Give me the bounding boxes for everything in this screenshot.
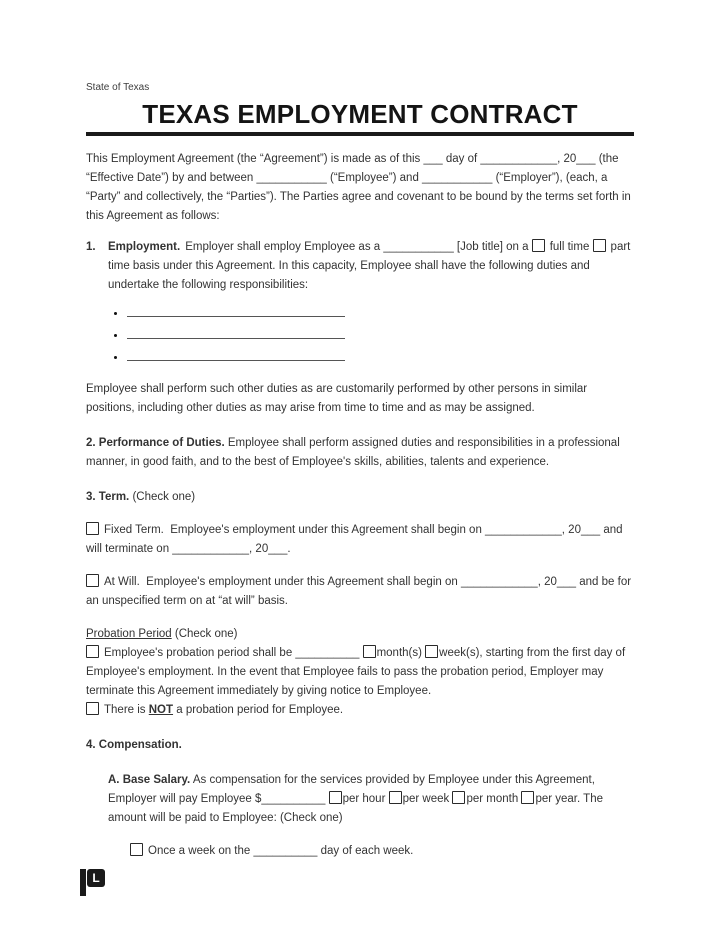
per-hour-checkbox[interactable] bbox=[329, 791, 342, 804]
full-time-checkbox[interactable] bbox=[532, 239, 545, 252]
weeks-checkbox[interactable] bbox=[425, 645, 438, 658]
section-performance-text: Employee shall perform assigned duties and responsibilities in a professional manner, in good faith, and to the best of Employee's skills, abilities, talents and experience. bbox=[86, 437, 620, 468]
duty-list-item bbox=[127, 347, 634, 368]
per-year-label: per year. The amount will be paid to Employee: (Check one) bbox=[108, 793, 603, 824]
at-will-text: At Will. Employee's employment under this Agreement shall begin on ____________, 20___ and be for an unspecified term on at “at will” basis. bbox=[86, 576, 632, 607]
per-month-checkbox[interactable] bbox=[452, 791, 465, 804]
legaltemplates-logo bbox=[80, 869, 106, 896]
duty-list-item bbox=[127, 325, 634, 346]
probation-option-1-text-cont: , starting from the first day of Employee's employment. In the event that Employee fails to pass the probation period, Employer may terminate this Agreement immediately by giving notice to Employee. bbox=[86, 647, 626, 697]
per-year-checkbox[interactable] bbox=[521, 791, 534, 804]
fixed-term-checkbox[interactable] bbox=[86, 522, 99, 535]
duties-note-paragraph: Employee shall perform such other duties as are customarily performed by other persons in similar positions, including other duties as may arise from time to time and as may be assigned. bbox=[86, 383, 588, 414]
fixed-term-option bbox=[86, 521, 634, 559]
section-term bbox=[86, 488, 634, 507]
section-performance bbox=[86, 434, 634, 472]
fixed-term-text: Fixed Term. Employee's employment under this Agreement shall begin on ____________, 20___ and will terminate on ____________, 20___. bbox=[86, 524, 623, 555]
probation-option-1-text: Employee's probation period shall be __________ bbox=[104, 647, 363, 659]
weeks-label: week(s) bbox=[439, 647, 480, 659]
section-employment-number: 1. bbox=[86, 241, 96, 253]
base-salary-heading: A. Base Salary. bbox=[108, 774, 191, 786]
section-term-note: (Check one) bbox=[132, 491, 196, 503]
duty-list-item bbox=[127, 303, 634, 324]
probation-option-2 bbox=[86, 701, 634, 720]
at-will-option bbox=[86, 573, 634, 611]
duty-blank-line[interactable] bbox=[127, 325, 345, 339]
part-time-checkbox[interactable] bbox=[593, 239, 606, 252]
duties-list bbox=[86, 303, 634, 368]
title-divider bbox=[86, 132, 634, 136]
not-emphasis: NOT bbox=[148, 704, 174, 716]
section-employment-text: Employer shall employ Employee as a ___________ [Job title] on a bbox=[185, 241, 532, 253]
once-a-week-text: Once a week on the __________ day of each week. bbox=[148, 845, 414, 857]
at-will-checkbox[interactable] bbox=[86, 574, 99, 587]
duty-blank-line[interactable] bbox=[127, 347, 345, 361]
section-employment-heading: Employment. bbox=[108, 241, 181, 253]
duty-blank-line[interactable] bbox=[127, 303, 345, 317]
logo-letter-mark: L bbox=[87, 869, 105, 887]
probation-heading: Probation Period bbox=[86, 628, 172, 640]
base-salary-text: As compensation for the services provided by Employee under this Agreement, Employer will pay Employee $__________ bbox=[108, 774, 595, 805]
logo-bar bbox=[80, 869, 86, 896]
section-performance-heading: 2. Performance of Duties. bbox=[86, 437, 225, 449]
base-salary-paragraph bbox=[86, 771, 634, 828]
once-a-week-option bbox=[86, 842, 634, 861]
no-probation-text: There is bbox=[104, 704, 149, 716]
per-month-label: per month bbox=[466, 793, 522, 805]
per-hour-label: per hour bbox=[342, 793, 389, 805]
probation-duration-checkbox[interactable] bbox=[86, 645, 99, 658]
full-time-label: full time bbox=[549, 241, 593, 253]
probation-heading-line bbox=[86, 625, 634, 644]
probation-option-1 bbox=[86, 644, 634, 701]
per-week-label: per week bbox=[402, 793, 453, 805]
section-term-heading: 3. Term. bbox=[86, 491, 130, 503]
months-label: month(s) bbox=[376, 647, 426, 659]
per-week-checkbox[interactable] bbox=[389, 791, 402, 804]
page-title: TEXAS EMPLOYMENT CONTRACT bbox=[142, 99, 578, 129]
probation-heading-note: (Check one) bbox=[174, 628, 238, 640]
once-a-week-checkbox[interactable] bbox=[130, 843, 143, 856]
section-compensation-heading: 4. Compensation. bbox=[86, 739, 182, 751]
no-probation-checkbox[interactable] bbox=[86, 702, 99, 715]
no-probation-text-cont: a probation period for Employee. bbox=[173, 704, 344, 716]
section-employment bbox=[86, 238, 634, 295]
section-employment-text-cont: part time basis under this Agreement. In this capacity, Employee shall have the following duties and undertake the following responsibilities: bbox=[108, 241, 631, 291]
intro-paragraph: This Employment Agreement (the “Agreement”) is made as of this ___ day of ____________, 20___ (the “Effective Date”) by and between ___________ (“Employee”) and ___________ (“Employer”), (each, a “Party” and collectively, the “Parties”). The Parties agree and covenant to be bound by the terms set forth in this Agreement as follows: bbox=[86, 153, 631, 222]
state-label: State of Texas bbox=[86, 82, 150, 93]
months-checkbox[interactable] bbox=[363, 645, 376, 658]
